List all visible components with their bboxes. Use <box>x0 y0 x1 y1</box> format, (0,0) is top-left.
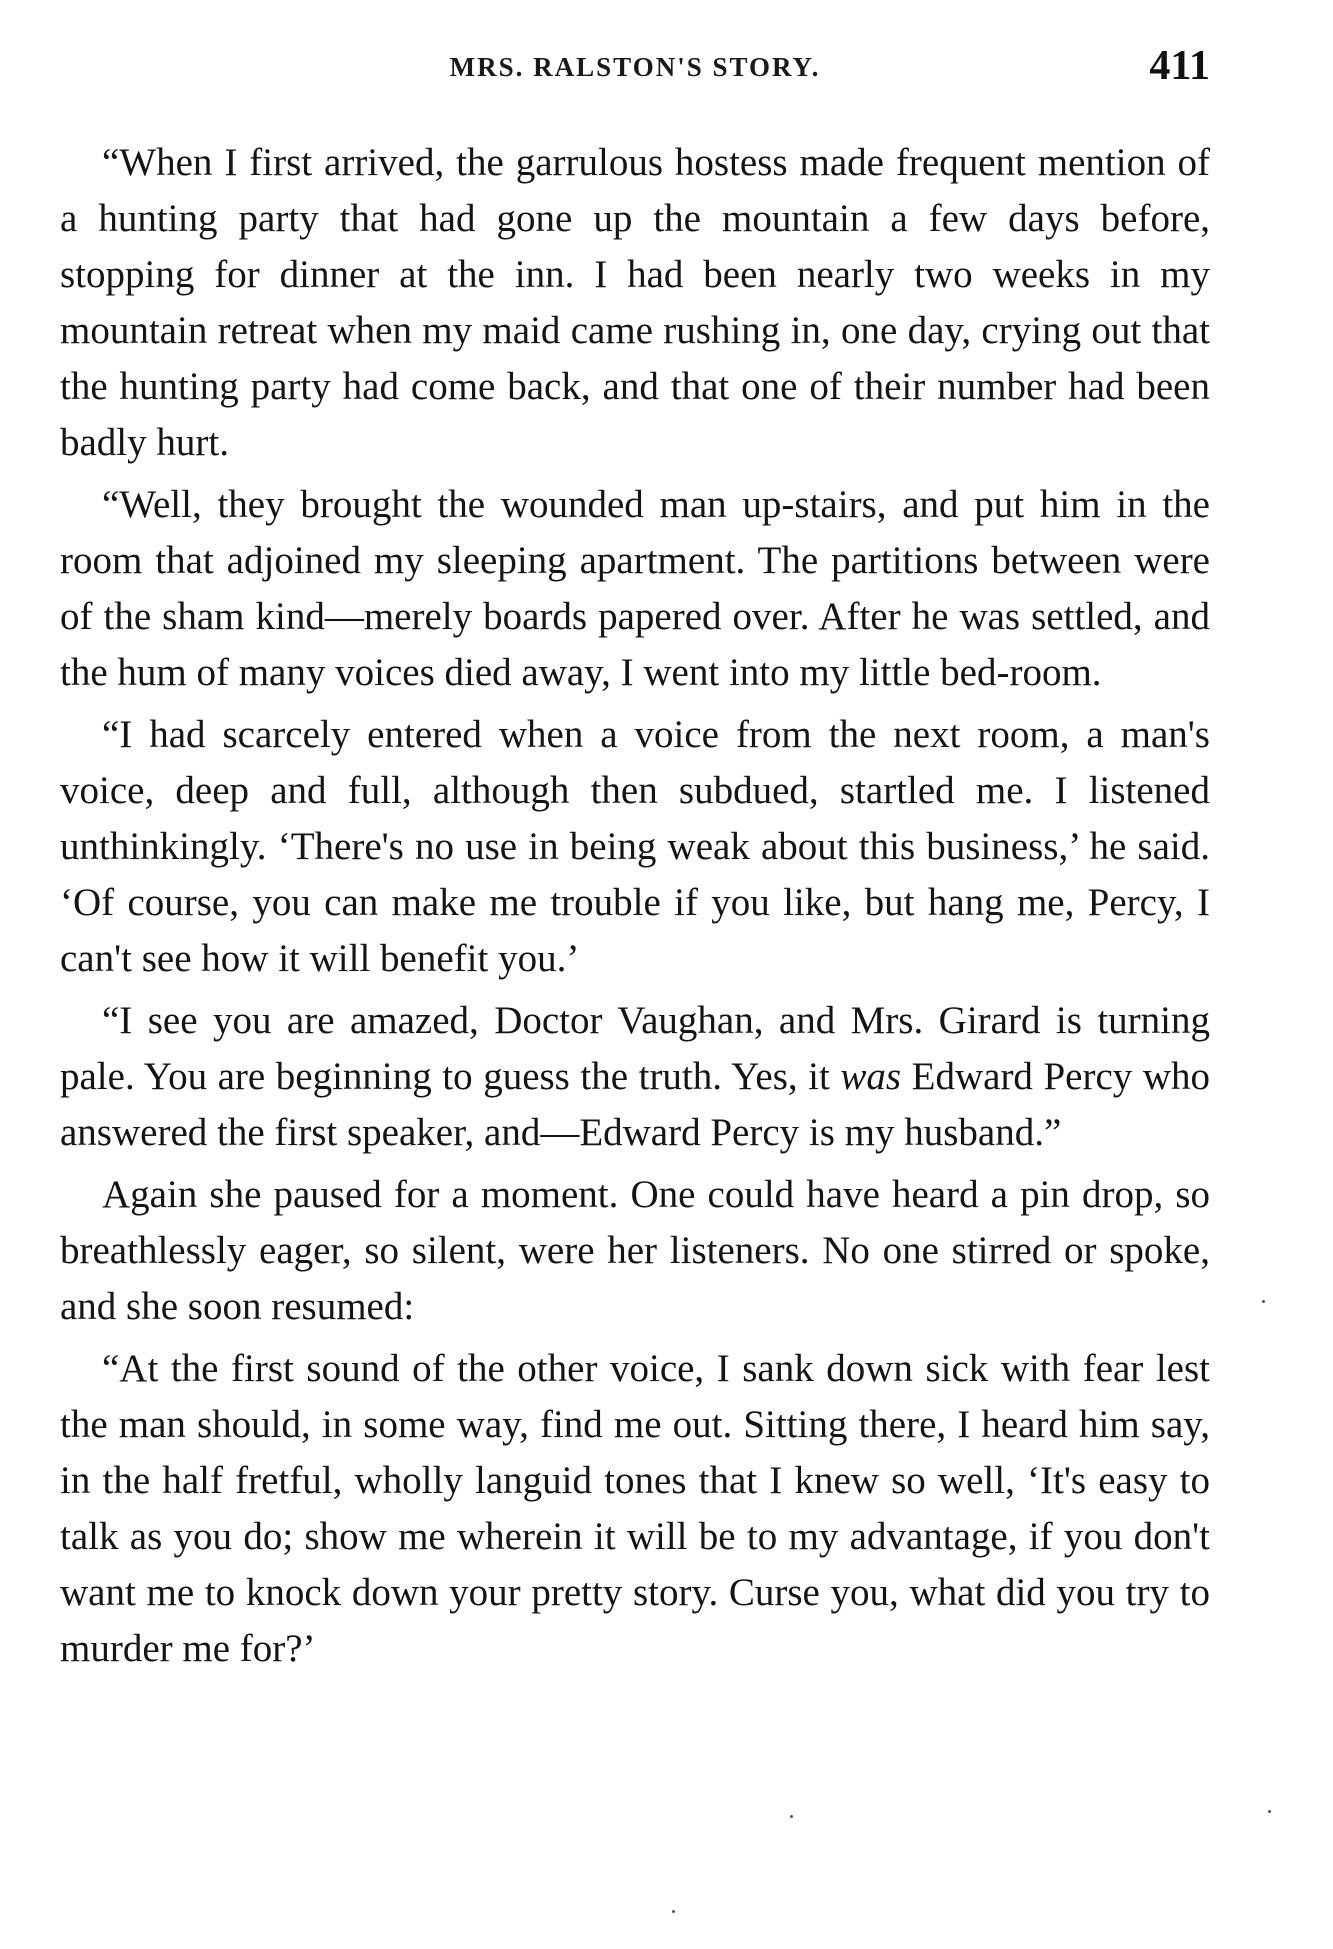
paragraph-text-segment: “I see you are amazed, Doctor Vaughan, and Mrs. Girard is turning pale. You are beginning to guess the truth. Yes, it <box>60 999 1210 1098</box>
paper-speck <box>1268 1810 1271 1813</box>
paper-speck <box>672 1910 675 1913</box>
paragraph: “At the first sound of the other voice, I sank down sick with fear lest the man should, in some way, find me out. Sitting there, I heard him say, in the half fretful, wholly languid tones that I knew so well, ‘It's easy to talk as you do; show me wherein it will be to my advantage, if you don't want me to knock down your pretty story. Curse you, what did you try to murder me for?’ <box>60 1347 1210 1670</box>
paragraph: Again she paused for a moment. One could have heard a pin drop, so breathlessly eager, so silent, were her listeners. No one stirred or spoke, and she soon resumed: <box>60 1173 1210 1328</box>
paper-speck <box>1262 1300 1265 1303</box>
paragraph-text-segment: Edward Percy who answered the first speaker, and—Edward Percy is my husband.” <box>60 1055 1210 1154</box>
page-number: 411 <box>1149 43 1210 89</box>
paragraph: “I had scarcely entered when a voice from the next room, a man's voice, deep and full, although then subdued, startled me. I listened unthinkingly. ‘There's no use in being weak about this business,’ he said. ‘Of course, you can make me trouble if you like, but hang me, Percy, I can't see how it will benefit you.’ <box>60 713 1210 980</box>
paragraph <box>60 993 1210 1161</box>
paragraph: “Well, they brought the wounded man up-stairs, and put him in the room that adjoined my sleeping apartment. The partitions between were of the sham kind—merely boards papered over. After he was settled, and the hum of many voices died away, I went into my little bed-room. <box>60 483 1210 694</box>
emphasis-word: was <box>840 1055 902 1098</box>
paragraph: “When I first arrived, the garrulous hostess made frequent mention of a hunting party that had gone up the mountain a few days before, stopping for dinner at the inn. I had been nearly two weeks in my mountain retreat when my maid came rushing in, one day, crying out that the hunting party had come back, and that one of their number had been badly hurt. <box>60 141 1210 464</box>
running-head: MRS. RALSTON'S STORY. <box>449 52 821 82</box>
paper-speck <box>790 1815 793 1818</box>
body-text <box>60 135 1210 1683</box>
page-header <box>60 42 1210 102</box>
